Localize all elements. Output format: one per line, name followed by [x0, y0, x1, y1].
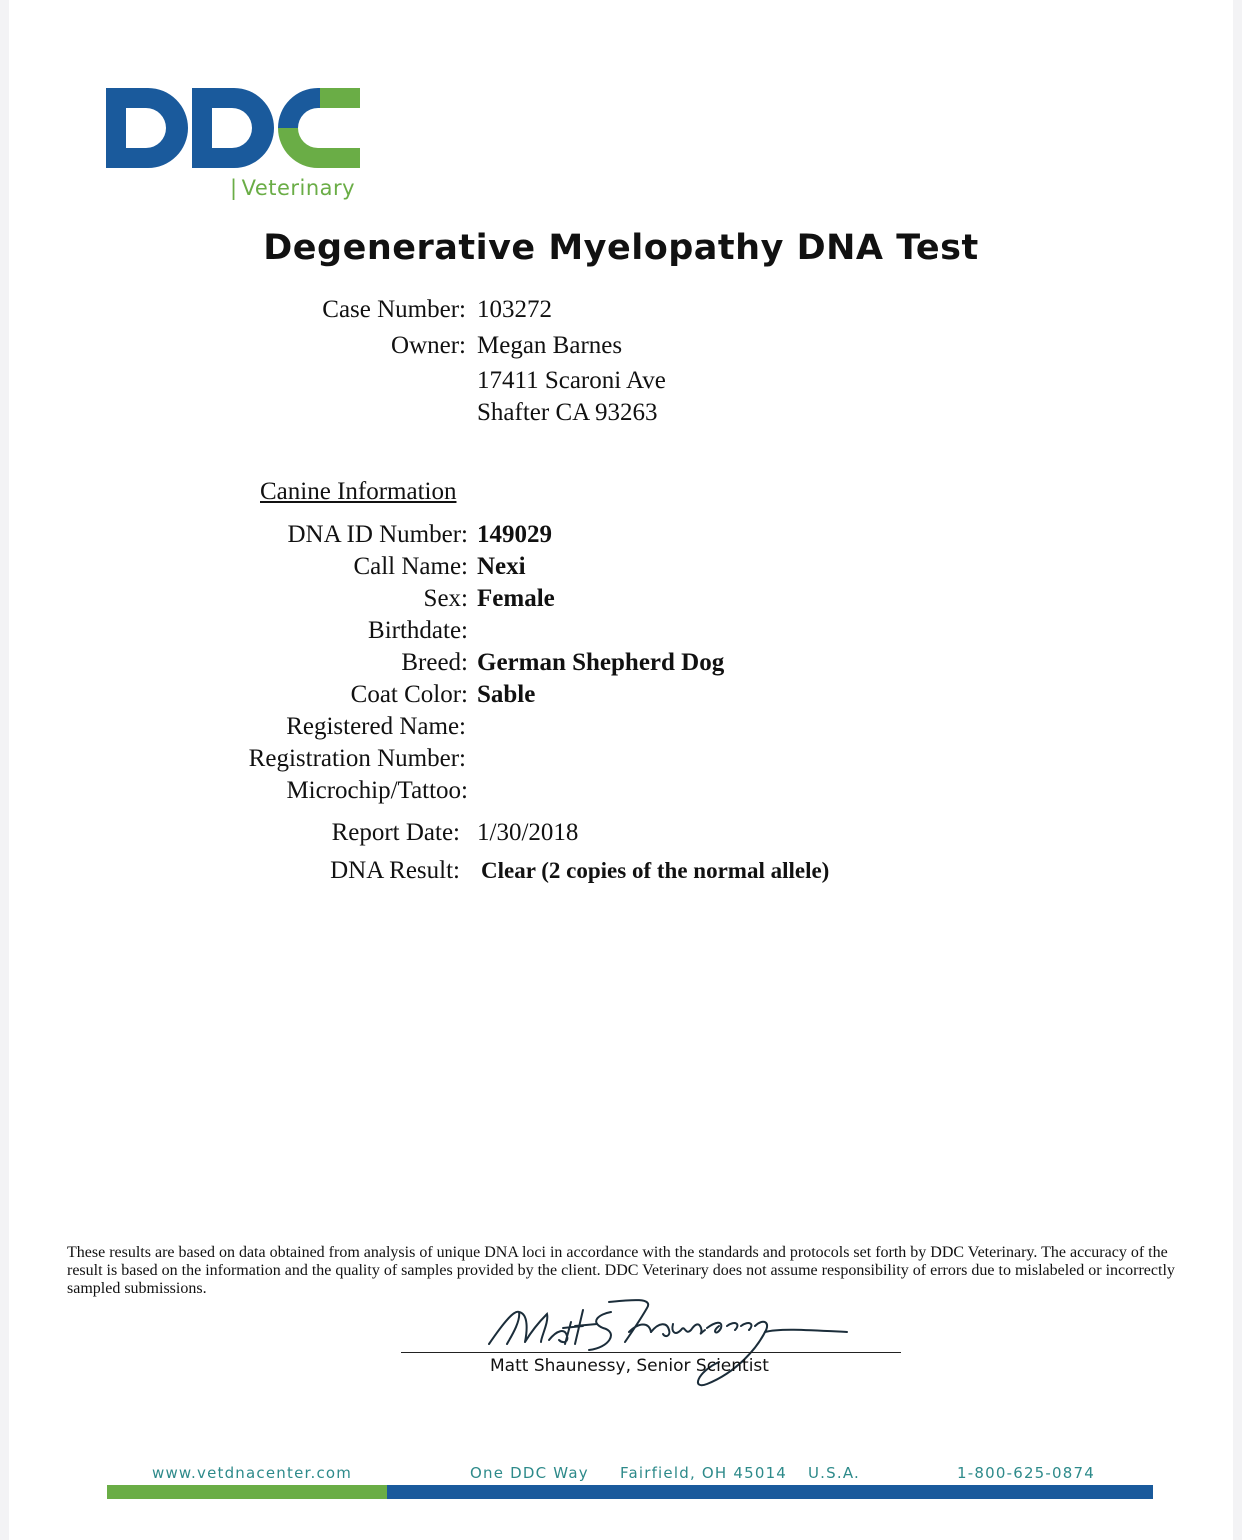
sex-label: Sex:	[423, 585, 468, 612]
breed-value: German Shepherd Dog	[477, 649, 725, 676]
disclaimer-text: These results are based on data obtained from analysis of unique DNA loci in accordance with the standards and protocols set forth by DDC Veterinary. The accuracy of the result is based on the information and the quality of samples provided by the client. DDC Veterinary does not assume responsibility of errors due to mislabeled or incorrectly sampled submissions.	[67, 1244, 1175, 1297]
footer-address-country: U.S.A.	[808, 1464, 861, 1482]
dna-result-value: Clear (2 copies of the normal allele)	[481, 858, 830, 883]
owner-address-line1: 17411 Scaroni Ave	[477, 367, 666, 394]
owner-address-line2: Shafter CA 93263	[477, 399, 658, 426]
call-name-value: Nexi	[477, 553, 526, 580]
report-date-value: 1/30/2018	[477, 819, 579, 846]
logo-letter-c-green	[320, 88, 360, 108]
signature-line	[401, 1352, 901, 1353]
report-page	[9, 0, 1233, 1540]
report-date-label: Report Date:	[331, 819, 460, 846]
footer-website[interactable]: www.vetdnacenter.com	[152, 1464, 353, 1482]
coat-color-value: Sable	[477, 681, 536, 708]
breed-label: Breed:	[401, 649, 468, 676]
coat-color-label: Coat Color:	[350, 681, 468, 708]
logo-letter-c-blue	[278, 88, 320, 128]
sex-value: Female	[477, 585, 555, 612]
signatory-name-title: Matt Shaunessy, Senior Scientist	[490, 1356, 769, 1376]
logo-subtitle: | Veterinary	[230, 176, 356, 200]
footer-phone: 1-800-625-0874	[957, 1464, 1096, 1482]
footer-bar-green	[107, 1485, 387, 1499]
registration-number-label: Registration Number:	[248, 745, 466, 772]
footer-address-street: One DDC Way	[470, 1464, 589, 1482]
case-number-value: 103272	[477, 296, 552, 323]
dna-result-label: DNA Result:	[330, 857, 460, 884]
canine-information-heading: Canine Information	[260, 478, 457, 505]
call-name-label: Call Name:	[353, 553, 468, 580]
logo-letter-c-green-lower	[278, 128, 360, 168]
logo-letter-d1	[106, 88, 188, 168]
footer-bar-blue	[387, 1485, 1153, 1499]
case-number-label: Case Number:	[322, 296, 466, 323]
dna-id-value: 149029	[477, 521, 552, 548]
handwritten-signature	[479, 1292, 859, 1392]
owner-name: Megan Barnes	[477, 332, 623, 359]
logo-letter-d2	[192, 88, 274, 168]
footer-address-city: Fairfield, OH 45014	[620, 1464, 788, 1482]
birthdate-label: Birthdate:	[368, 617, 468, 644]
document-title: Degenerative Myelopathy DNA Test	[263, 228, 979, 268]
dna-id-label: DNA ID Number:	[287, 521, 468, 548]
registered-name-label: Registered Name:	[286, 713, 466, 740]
owner-label: Owner:	[391, 332, 466, 359]
microchip-label: Microchip/Tattoo:	[286, 777, 468, 804]
